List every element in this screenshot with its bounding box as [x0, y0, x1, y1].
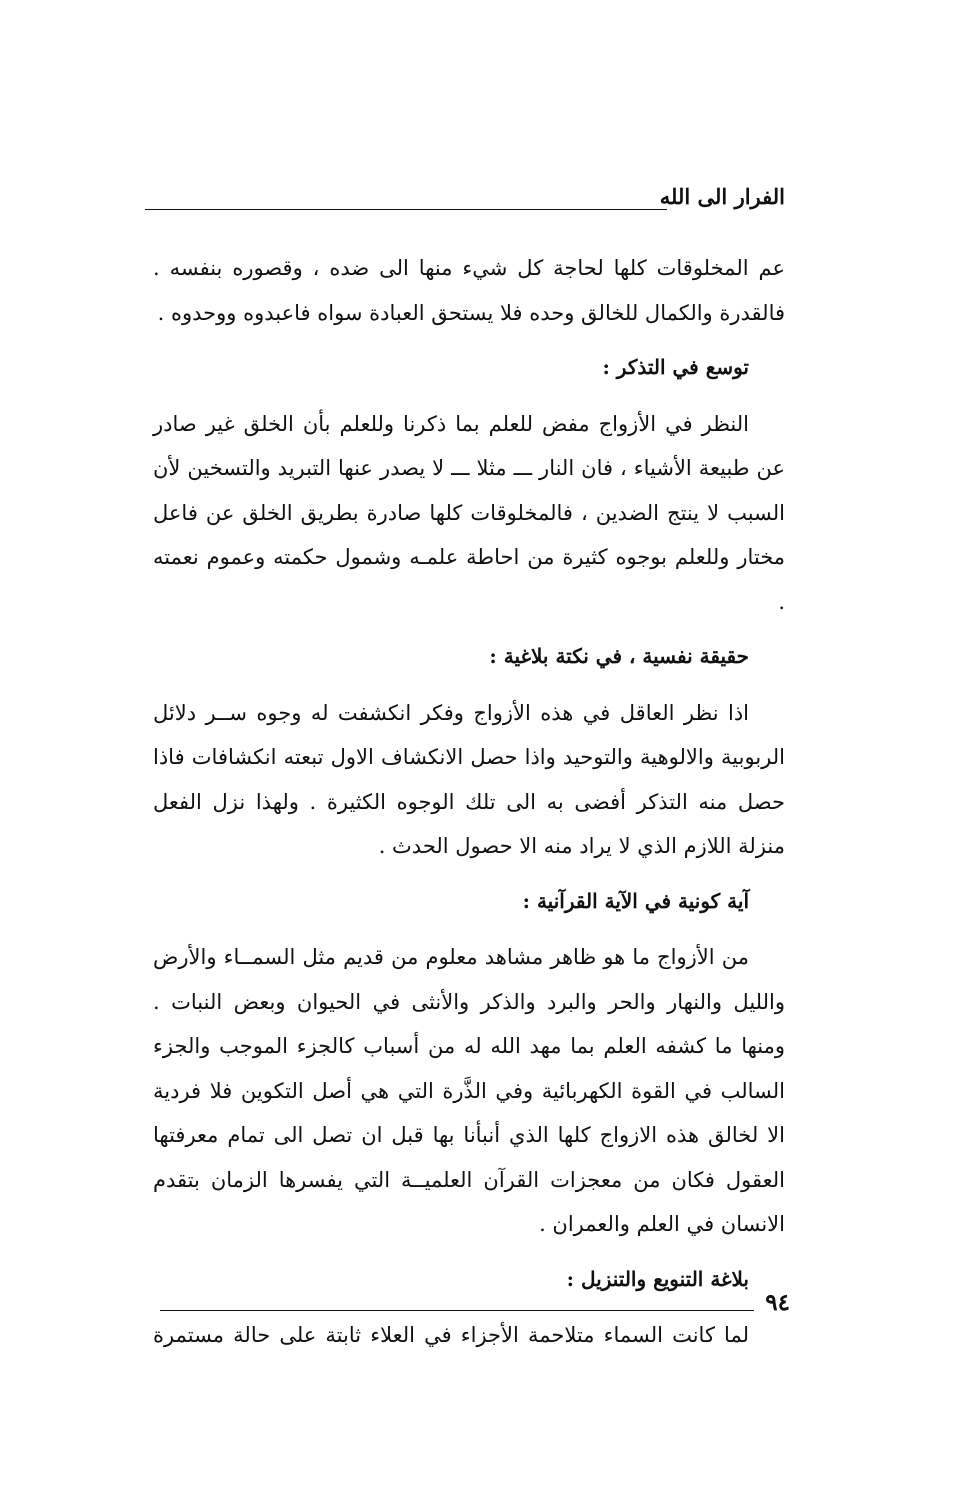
section-heading-2: حقيقة نفسية ، في نكتة بلاغية : [489, 644, 749, 668]
page-number: ٩٤ [765, 1289, 790, 1316]
section-heading-3: آية كونية في الآية القرآنية : [522, 888, 749, 913]
header-rule [145, 209, 667, 210]
paragraph-3: اذا نظر العاقل في هذه الأزواج وفكر انكشفت له وجوه ســر دلائل الربوبية والالوهية والتوحيد واذا حصل الانكشاف الاول تبعته انكشافات فاذا حصل منه التذكر أفضى به الى تلك الوجوه الكثيرة . ولهذا نزل الفعل منزلة اللازم الذي لا يراد منه الا حصول الحدث . [153, 700, 785, 858]
paragraph-4: من الأزواج ما هو ظاهر مشاهد معلوم من قديم مثل السمــاء والأرض والليل والنهار والحر والبرد والذكر والأنثى في الحيوان وبعض النبات . ومنها ما كشفه العلم بما مهد الله له من أسباب كالجزء الموجب والجزء السالب في القوة الكهربائية وفي الذَّرة التي هي أصل التكوين فلا فردية الا لخالق هذه الازواج كلها الذي أنبأنا بها قبل ان تصل الى تمام معرفتها العقول فكان من معجزات القرآن العلميــة التي يفسرها الزمان بتقدم الانسان في العلم والعمران . [153, 945, 786, 1236]
page-body [153, 246, 785, 1358]
section-heading-4: بلاغة التنويع والتنزيل : [566, 1266, 749, 1291]
page-footer [160, 1288, 790, 1328]
running-header [145, 182, 785, 214]
paragraph-5: لما كانت السماء متلاحمة الأجزاء في العلاء ثابتة على حالة مستمرة [153, 1323, 749, 1347]
section-heading-1: توسع في التذكر : [602, 355, 749, 379]
paragraph-2: النظر في الأزواج مفض للعلم بما ذكرنا وللعلم بأن الخلق غير صادر عن طبيعة الأشياء ، فان النار ـــ مثلا ـــ لا يصدر عنها التبريد والتسخين لأن السبب لا ينتج الضدين ، فالمخلوقات كلها صادرة بطريق الخلق عن فاعل مختار وللعلم بوجوه كثيرة من احاطة علمـه وشمول حكمته وعموم نعمته . [153, 411, 785, 614]
footer-rule [160, 1310, 754, 1311]
header-title: الفرار الى الله [659, 184, 785, 209]
paragraph-1-line-2: فالقدرة والكمال للخالق وحده فلا يستحق العبادة سواه فاعبدوه ووحدوه . [157, 300, 785, 325]
paragraph-1-line-1: عم المخلوقات كلها لحاجة كل شيء منها الى ضده ، وقصوره بنفسه . [153, 256, 785, 280]
